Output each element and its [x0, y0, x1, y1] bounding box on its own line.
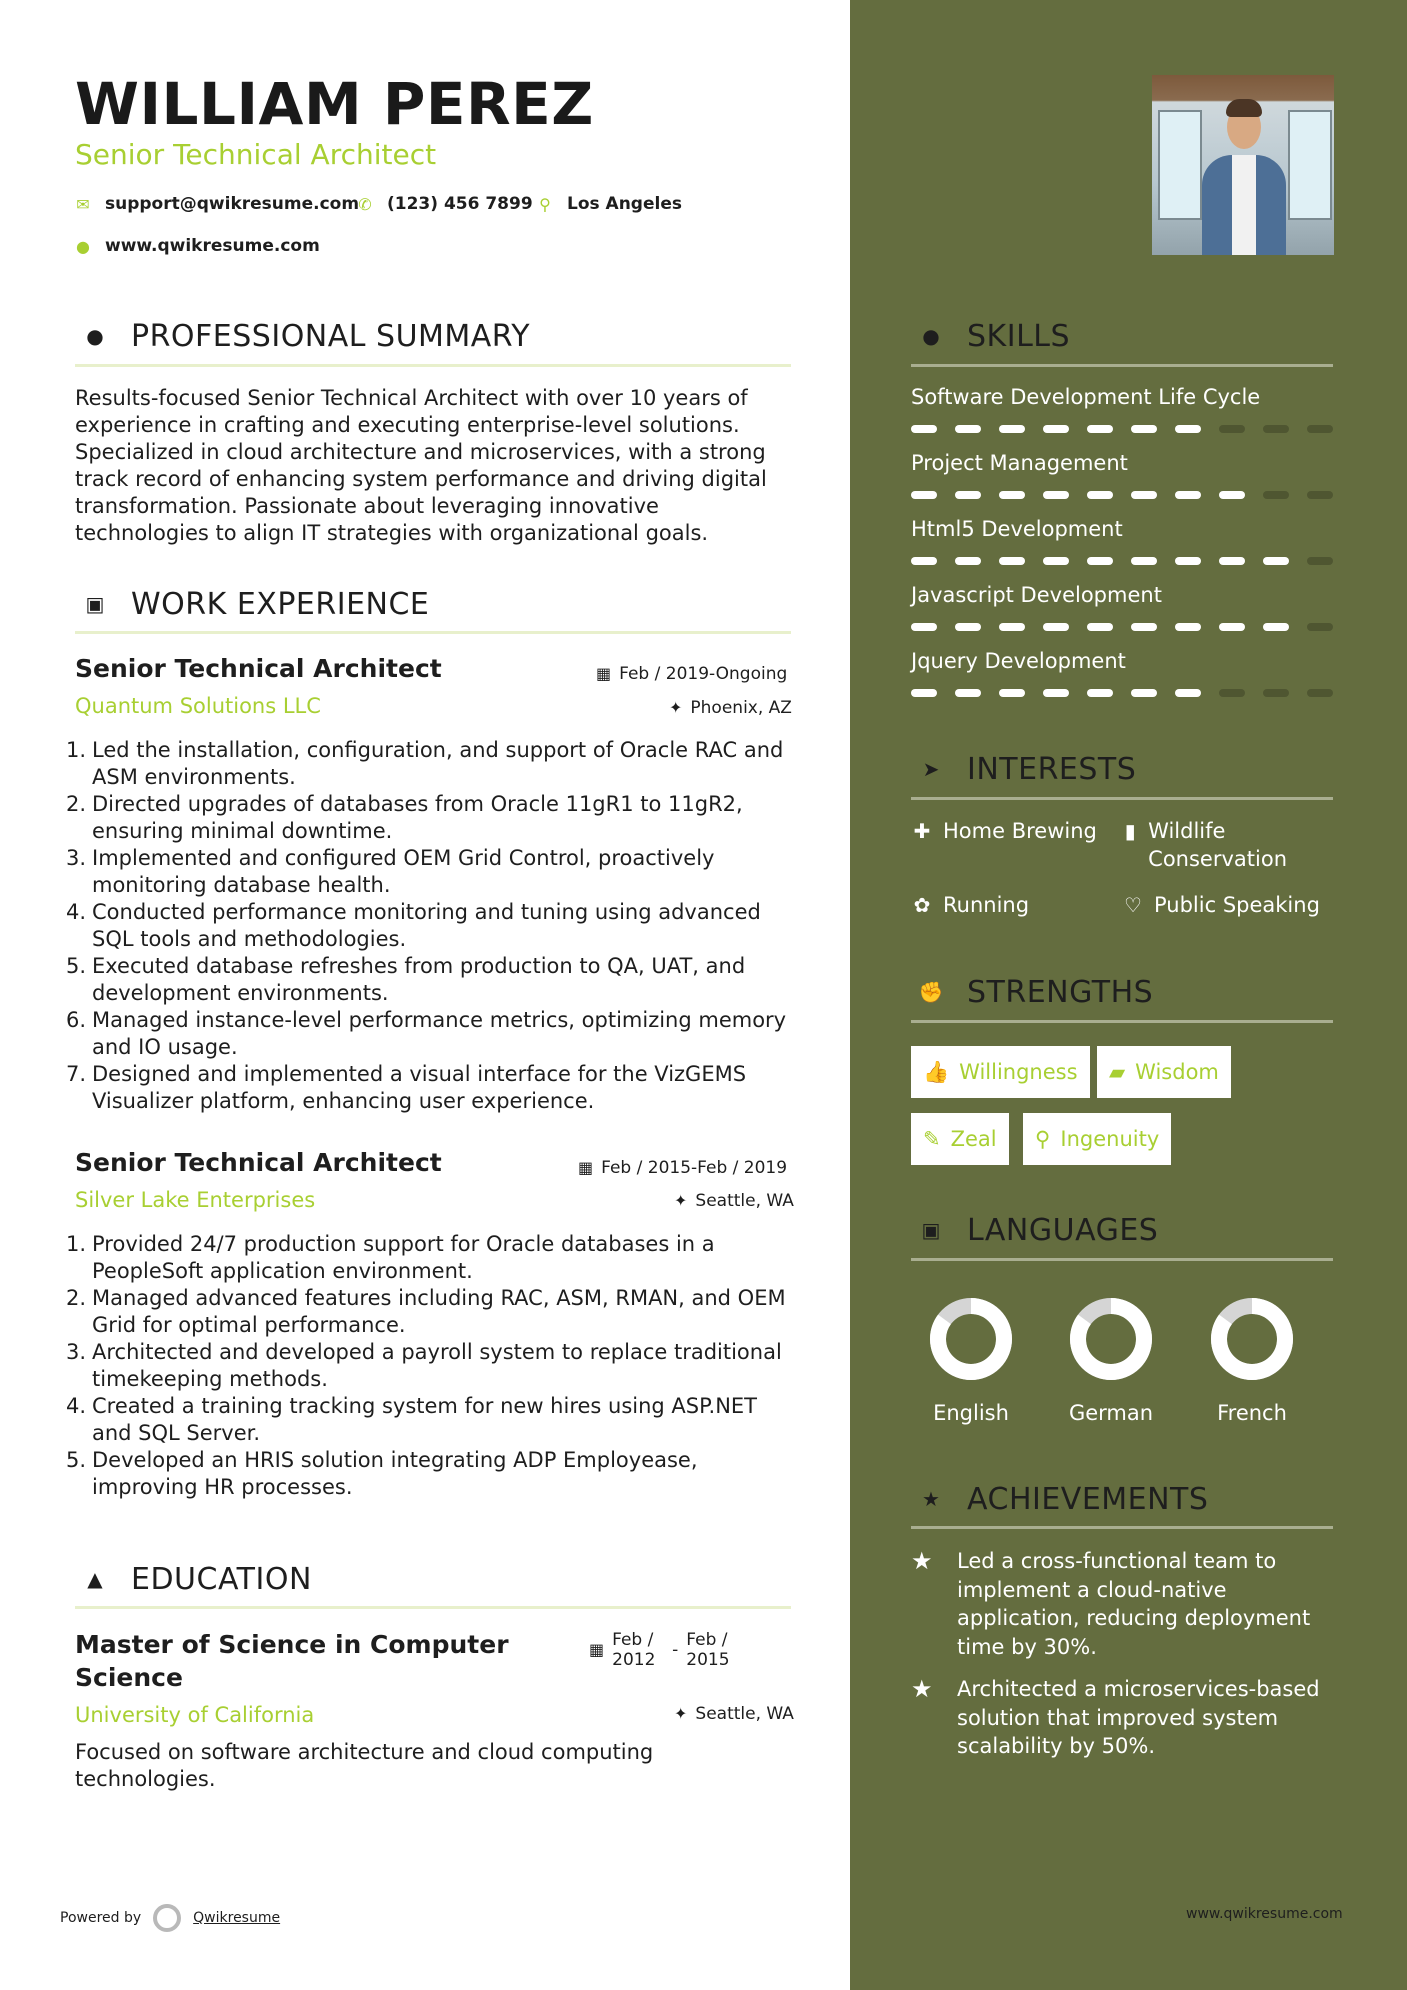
book-icon: ▰ [1109, 1060, 1126, 1084]
skill-dash [911, 425, 937, 433]
achievement-item [911, 1547, 1341, 1661]
skills-heading [911, 316, 1070, 356]
phone-text: (123) 456 7899 [387, 194, 533, 214]
skill-dash [955, 689, 981, 697]
skill-dash [999, 425, 1025, 433]
summary-heading [75, 316, 530, 356]
calendar-icon: ▦ [589, 1640, 605, 1659]
summary-text: Results-focused Senior Technical Architect with over 10 years of experience in crafting and executing enterprise-level solutions. Specialized in cloud architecture and microservices, with a strong track record of enhancing system performance and driving digital transformation. Passionate about leveraging innovative technologies to align IT strategies with organizational goals. [75, 386, 767, 545]
skill-dash [999, 557, 1025, 565]
job-title: Senior Technical Architect [75, 1148, 442, 1177]
interests-title: INTERESTS [967, 751, 1137, 787]
skill-dash [1219, 557, 1245, 565]
list-item: 1. Provided 24/7 production support for Oracle databases in a PeopleSoft application environment. [66, 1232, 715, 1283]
interest-item [911, 891, 1029, 919]
job-bullets [66, 737, 796, 1115]
languages-heading [911, 1210, 1158, 1250]
skill-dash [1043, 557, 1069, 565]
strength-tag [911, 1113, 1009, 1165]
skill-dash [1087, 425, 1113, 433]
list-item: 7. Designed and implemented a visual interface for the VizGEMS Visualizer platform, enhancing user experience. [66, 1062, 747, 1113]
strength-label: Zeal [950, 1127, 997, 1151]
list-item: 5. Developed an HRIS solution integrating ADP Employease, improving HR processes. [66, 1448, 698, 1499]
skill-dash [1263, 689, 1289, 697]
skill-dash [911, 623, 937, 631]
education-location [674, 1704, 794, 1724]
globe-icon: ● [76, 236, 90, 256]
strength-tag [1023, 1113, 1171, 1165]
skill-label: Project Management [911, 451, 1128, 475]
list-item: 2. Directed upgrades of databases from Oracle 11gR1 to 11gR2, ensuring minimal downtime. [66, 792, 743, 843]
degree-title: Master of Science in Computer Science [75, 1630, 509, 1692]
interest-label: Home Brewing [943, 819, 1097, 843]
skill-meter [911, 491, 1333, 499]
candidate-role: Senior Technical Architect [75, 138, 437, 171]
skill-dash [1043, 623, 1069, 631]
skill-dash [1307, 623, 1333, 631]
skill-dash [1219, 623, 1245, 631]
skill-dash [1087, 557, 1113, 565]
education-end-date: Feb / 2015 [686, 1630, 730, 1670]
strength-label: Ingenuity [1060, 1127, 1160, 1151]
experience-title: WORK EXPERIENCE [131, 586, 430, 622]
skill-dash [1307, 689, 1333, 697]
skill-dash [911, 557, 937, 565]
interest-label: Running [943, 893, 1030, 917]
interest-item [1122, 891, 1320, 919]
skill-dash [911, 491, 937, 499]
languages-divider [911, 1258, 1333, 1261]
star-icon: ★ [911, 1547, 933, 1575]
skill-dash [1219, 425, 1245, 433]
job-location-text: Phoenix, AZ [690, 698, 792, 718]
interests-divider [911, 797, 1333, 800]
skill-dash [1307, 491, 1333, 499]
skill-meter [911, 557, 1333, 565]
strengths-divider [911, 1020, 1333, 1023]
list-item: 5. Executed database refreshes from production to QA, UAT, and development environments. [66, 954, 746, 1005]
skill-dash [1175, 623, 1201, 631]
contact-email[interactable] [75, 194, 359, 214]
skills-divider [911, 364, 1333, 367]
list-item: 4. Conducted performance monitoring and tuning using advanced SQL tools and methodologies. [66, 900, 761, 951]
skill-dash [955, 425, 981, 433]
skill-dash [1043, 491, 1069, 499]
interest-label: Public Speaking [1154, 893, 1320, 917]
skill-meter [911, 623, 1333, 631]
location-text: Los Angeles [567, 194, 682, 214]
envelope-icon: ✉ [76, 194, 90, 214]
contact-website[interactable] [75, 236, 320, 256]
list-item: 4. Created a training tracking system for new hires using ASP.NET and SQL Server. [66, 1394, 757, 1445]
interests-heading [911, 749, 1136, 789]
interest-item [1122, 817, 1312, 873]
lightbulb-icon: ● [922, 324, 940, 348]
strength-tag [911, 1046, 1090, 1098]
strengths-heading [911, 972, 1153, 1012]
skill-dash [1219, 689, 1245, 697]
language-label: French [1217, 1401, 1287, 1425]
job-title: Senior Technical Architect [75, 654, 442, 683]
language-icon: ▣ [921, 1218, 941, 1242]
powered-by [60, 1904, 280, 1932]
candidate-name: WILLIAM PEREZ [75, 70, 594, 138]
skill-dash [1219, 491, 1245, 499]
skill-dash [1131, 425, 1157, 433]
skill-dash [1087, 689, 1113, 697]
job-dates-text: Feb / 2015-Feb / 2019 [601, 1158, 788, 1178]
book-icon: ▮ [1124, 819, 1136, 843]
skill-dash [1131, 623, 1157, 631]
pin-icon: ✦ [669, 698, 683, 717]
skill-dash [999, 491, 1025, 499]
skill-label: Html5 Development [911, 517, 1123, 541]
education-location-text: Seattle, WA [695, 1704, 794, 1724]
job-dates [578, 1158, 787, 1178]
strength-label: Wisdom [1135, 1060, 1219, 1084]
achievements-title: ACHIEVEMENTS [967, 1481, 1209, 1517]
company-name: Silver Lake Enterprises [75, 1188, 316, 1212]
user-icon: ● [86, 324, 104, 348]
education-description: Focused on software architecture and cloud computing technologies. [75, 1740, 654, 1791]
skill-dash [1131, 689, 1157, 697]
language-donut [1051, 1295, 1171, 1383]
education-start-date: Feb / 2012 [612, 1630, 656, 1670]
school-name: University of California [75, 1703, 315, 1727]
skill-dash [1263, 425, 1289, 433]
heartbeat-icon: ♡ [1124, 893, 1142, 917]
experience-heading [75, 584, 429, 624]
skills-title: SKILLS [967, 318, 1071, 354]
skill-dash [955, 557, 981, 565]
lightbulb-icon: ⚲ [1035, 1127, 1051, 1151]
skill-dash [1131, 491, 1157, 499]
briefcase-icon: ▣ [85, 592, 105, 616]
list-item: 1. Led the installation, configuration, and support of Oracle RAC and ASM environments. [66, 738, 784, 789]
job-dates-text: Feb / 2019-Ongoing [619, 664, 788, 684]
paw-icon: ✿ [913, 893, 931, 917]
language-donut [911, 1295, 1031, 1383]
website-text: www.qwikresume.com [105, 236, 320, 256]
job-location [669, 698, 792, 718]
summary-divider [75, 364, 791, 367]
skill-dash [1263, 623, 1289, 631]
graduation-cap-icon: ▲ [87, 1567, 103, 1591]
strength-tag [1097, 1046, 1231, 1098]
education-dates [589, 1630, 738, 1670]
language-label: English [933, 1401, 1009, 1425]
profile-photo [1152, 75, 1334, 255]
skill-dash [999, 623, 1025, 631]
qwikresume-logo-icon [153, 1904, 181, 1932]
interest-label: Wildlife Conservation [1148, 819, 1288, 871]
skill-dash [1131, 557, 1157, 565]
achievements-heading [911, 1479, 1208, 1519]
language-donut [1192, 1295, 1312, 1383]
list-item: 3. Architected and developed a payroll system to replace traditional timekeeping methods. [66, 1340, 782, 1391]
education-title: EDUCATION [131, 1561, 312, 1597]
footer-url[interactable]: www.qwikresume.com [1186, 1906, 1343, 1922]
brand-link[interactable]: Qwikresume [193, 1910, 281, 1926]
flame-icon: ✎ [923, 1127, 941, 1151]
skill-dash [1175, 491, 1201, 499]
calendar-icon: ▦ [578, 1158, 594, 1177]
contact-location [537, 194, 682, 214]
achievement-item [911, 1675, 1341, 1761]
skill-label: Software Development Life Cycle [911, 385, 1261, 409]
achievement-text: Led a cross-functional team to implement a cloud-native application, reducing deployment time by 30%. [957, 1549, 1311, 1659]
map-pin-icon: ⚲ [539, 194, 551, 214]
skill-label: Jquery Development [911, 649, 1126, 673]
job-bullets [66, 1231, 796, 1501]
skill-dash [1175, 425, 1201, 433]
education-divider [75, 1606, 791, 1609]
skill-dash [1043, 425, 1069, 433]
star-icon: ★ [922, 1487, 940, 1511]
list-item: 2. Managed advanced features including RAC, ASM, RMAN, and OEM Grid for optimal performance. [66, 1286, 786, 1337]
education-date-separator: - [672, 1640, 679, 1660]
skill-dash [1043, 689, 1069, 697]
language-item [911, 1295, 1031, 1425]
skill-label: Javascript Development [911, 583, 1162, 607]
strength-label: Willingness [959, 1060, 1078, 1084]
skill-dash [955, 491, 981, 499]
skill-dash [999, 689, 1025, 697]
list-item: 6. Managed instance-level performance metrics, optimizing memory and IO usage. [66, 1008, 787, 1059]
list-item: 3. Implemented and configured OEM Grid Control, proactively monitoring database health. [66, 846, 715, 897]
skill-dash [1087, 491, 1113, 499]
skill-dash [1307, 425, 1333, 433]
fist-icon: ✊ [918, 980, 944, 1004]
calendar-icon: ▦ [596, 664, 612, 683]
language-item [1192, 1295, 1312, 1425]
star-icon: ★ [911, 1675, 933, 1703]
skill-dash [911, 689, 937, 697]
job-dates [596, 664, 787, 684]
skill-meter [911, 689, 1333, 697]
interest-item [911, 817, 1097, 845]
skill-meter [911, 425, 1333, 433]
pin-icon: ✦ [674, 1704, 688, 1723]
contact-phone [357, 194, 533, 214]
summary-title: PROFESSIONAL SUMMARY [131, 318, 531, 354]
company-name: Quantum Solutions LLC [75, 694, 321, 718]
puzzle-icon: ✚ [913, 819, 931, 843]
skill-dash [1307, 557, 1333, 565]
skill-dash [955, 623, 981, 631]
achievements-divider [911, 1526, 1333, 1529]
skill-dash [1175, 557, 1201, 565]
language-label: German [1068, 1401, 1154, 1425]
skill-dash [1263, 491, 1289, 499]
experience-divider [75, 631, 791, 634]
email-text: support@qwikresume.com [105, 194, 360, 214]
job-location-text: Seattle, WA [695, 1191, 794, 1211]
skill-dash [1175, 689, 1201, 697]
languages-title: LANGUAGES [967, 1212, 1159, 1248]
phone-icon: ✆ [358, 194, 372, 214]
skill-dash [1263, 557, 1289, 565]
job-location [674, 1191, 794, 1211]
skill-dash [1087, 623, 1113, 631]
language-item [1051, 1295, 1171, 1425]
thumbs-up-icon: 👍 [923, 1059, 950, 1084]
powered-by-text: Powered by [60, 1910, 142, 1926]
education-heading [75, 1559, 312, 1599]
pin-icon: ✦ [674, 1191, 688, 1210]
strengths-title: STRENGTHS [967, 974, 1154, 1010]
paper-plane-icon: ➤ [922, 757, 940, 781]
achievement-text: Architected a microservices-based solution that improved system scalability by 50%. [957, 1677, 1320, 1758]
